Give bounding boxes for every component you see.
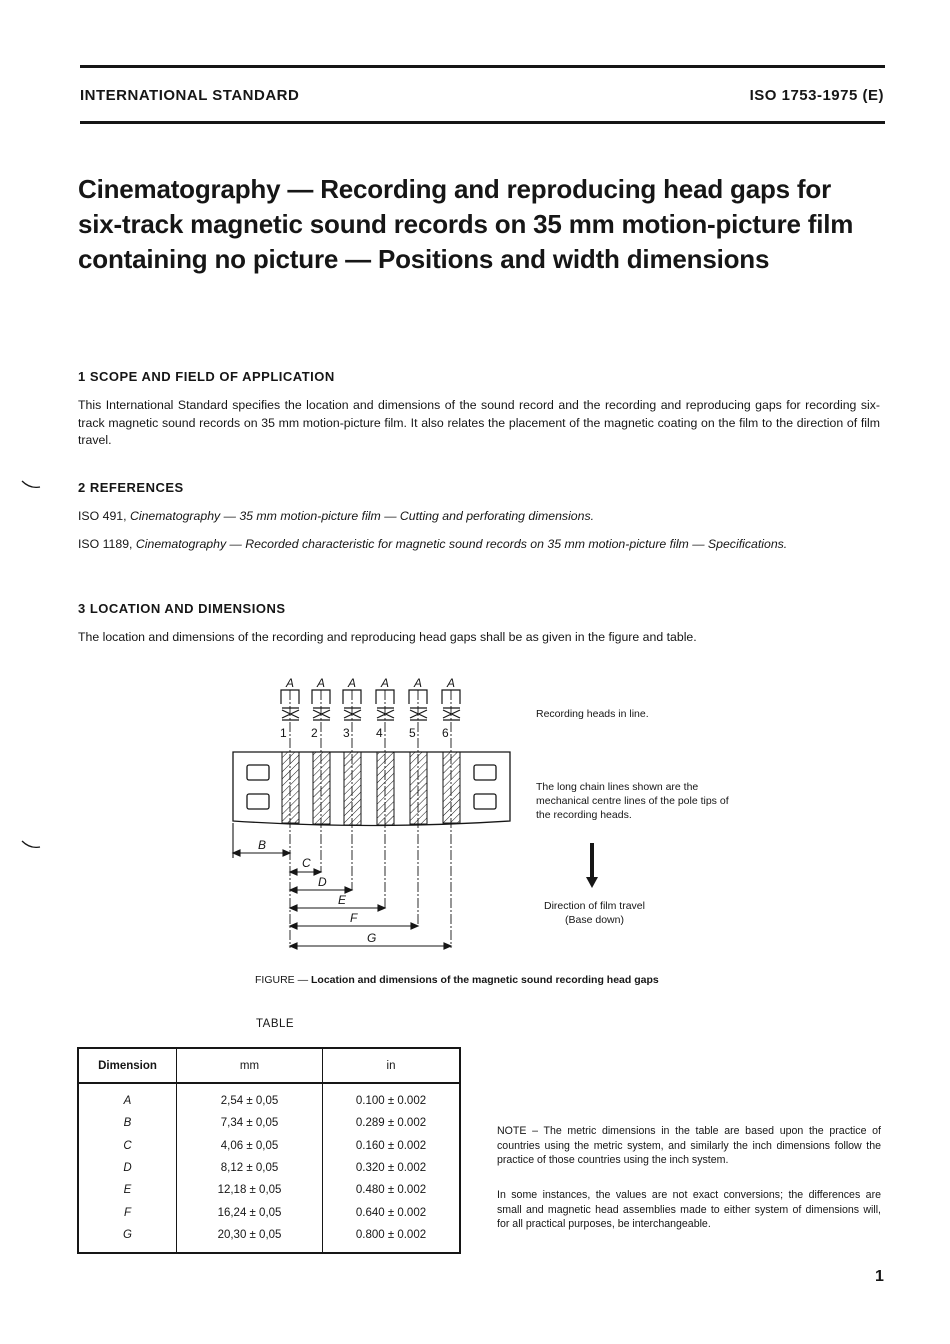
dimension-label-d: D bbox=[318, 875, 327, 889]
cell-mm: 16,24 ± 0,05 bbox=[177, 1201, 323, 1223]
dimension-label-f: F bbox=[350, 911, 358, 925]
head-label-5: A bbox=[414, 676, 423, 690]
track-number-2: 2 bbox=[311, 726, 318, 740]
cell-in: 0.100 ± 0.002 bbox=[355, 1095, 427, 1108]
cell-in: 0.160 ± 0.002 bbox=[355, 1139, 427, 1152]
note-paragraph-2: In some instances, the values are not exact conversions; the differences are small and magnetic head assemblies made to either system of dimensions will, for all practical purposes, be interchangeable. bbox=[497, 1189, 881, 1231]
track-numbers bbox=[280, 726, 449, 740]
track-number-6: 6 bbox=[442, 726, 449, 740]
track-number-4: 4 bbox=[376, 726, 383, 740]
section-3-text: The location and dimensions of the recording and reproducing head gaps shall be as given in the figure and table. bbox=[78, 630, 697, 644]
film-strip bbox=[233, 752, 510, 826]
track-number-3: 3 bbox=[343, 726, 350, 740]
cell-mm: 2,54 ± 0,05 bbox=[177, 1083, 323, 1112]
cell-dimension: E bbox=[78, 1179, 177, 1201]
cell-in: 0.320 ± 0.002 bbox=[355, 1162, 427, 1175]
header-left: INTERNATIONAL STANDARD bbox=[80, 87, 300, 104]
cell-mm: 20,30 ± 0,05 bbox=[177, 1224, 323, 1253]
direction-of-travel-label bbox=[522, 899, 667, 927]
cell-dimension: D bbox=[78, 1157, 177, 1179]
head-label-4: A bbox=[381, 676, 390, 690]
page-number: 1 bbox=[875, 1268, 884, 1285]
direction-line-1: Direction of film travel bbox=[544, 900, 645, 912]
document-title: Cinematography — Recording and reproducing head gaps for six-track magnetic sound records on 35 mm motion-picture film containing no picture — Positions and width dimensions bbox=[78, 174, 854, 274]
reference-2-title: Cinematography — Recorded characteristic for magnetic sound records on 35 mm motion-picture film — Specifications. bbox=[135, 537, 788, 551]
cell-dimension: G bbox=[78, 1224, 177, 1253]
track-number-1: 1 bbox=[280, 726, 287, 740]
reference-1-title: Cinematography — 35 mm motion-picture film — Cutting and perforating dimensions. bbox=[129, 509, 595, 523]
head-label-3: A bbox=[348, 676, 357, 690]
film-direction-arrow bbox=[586, 843, 598, 888]
head-label-1: A bbox=[286, 676, 295, 690]
cell-mm: 8,12 ± 0,05 bbox=[177, 1157, 323, 1179]
figure-caption-prefix: FIGURE — bbox=[255, 974, 309, 986]
table-row bbox=[78, 1112, 460, 1134]
reference-2-number: ISO 1189, bbox=[78, 537, 133, 551]
recording-heads bbox=[281, 690, 460, 720]
dimension-label-c: C bbox=[302, 856, 311, 870]
cell-dimension: B bbox=[78, 1112, 177, 1134]
cell-dimension: A bbox=[78, 1083, 177, 1112]
table-header-row bbox=[78, 1048, 460, 1083]
cell-dimension: F bbox=[78, 1201, 177, 1223]
head-width-labels bbox=[285, 676, 455, 690]
note-paragraph-1: NOTE – The metric dimensions in the table are based upon the practice of countries using the metric system, and similarly the inch dimensions follow the practice of those countries using the inch system. bbox=[497, 1125, 881, 1167]
track-number-5: 5 bbox=[409, 726, 416, 740]
cell-in: 0.289 ± 0.002 bbox=[355, 1117, 427, 1130]
table-row bbox=[78, 1201, 460, 1223]
section-1-heading: 1 SCOPE AND FIELD OF APPLICATION bbox=[78, 369, 335, 384]
dimension-letters bbox=[258, 838, 376, 945]
section-1-text: This International Standard specifies the location and dimensions of the sound record and the recording and reproducing gaps for recording six-track magnetic sound records on 35 mm motion-picture film. It also relates the placement of the magnetic coating on the film to the direction of film travel. bbox=[78, 398, 880, 447]
table-row bbox=[78, 1083, 460, 1112]
figure-caption-text: Location and dimensions of the magnetic sound recording head gaps bbox=[311, 974, 659, 986]
cell-mm: 4,06 ± 0,05 bbox=[177, 1135, 323, 1157]
section-2-heading: 2 REFERENCES bbox=[78, 480, 184, 495]
dimensions-table bbox=[77, 1047, 461, 1254]
cell-in: 0.640 ± 0.002 bbox=[355, 1206, 427, 1219]
cell-mm: 7,34 ± 0,05 bbox=[177, 1112, 323, 1134]
note-recording-heads: Recording heads in line. bbox=[536, 708, 649, 720]
column-header-mm: mm bbox=[177, 1048, 323, 1083]
table-row bbox=[78, 1135, 460, 1157]
head-label-2: A bbox=[317, 676, 326, 690]
table-label: TABLE bbox=[256, 1018, 295, 1030]
head-label-6: A bbox=[447, 676, 456, 690]
cell-in: 0.480 ± 0.002 bbox=[355, 1184, 427, 1197]
table-row bbox=[78, 1179, 460, 1201]
note-chain-lines: The long chain lines shown are the mechanical centre lines of the pole tips of the recording heads. bbox=[536, 781, 729, 821]
column-header-dimension: Dimension bbox=[78, 1048, 177, 1083]
dimension-label-b: B bbox=[258, 838, 267, 852]
table-row bbox=[78, 1157, 460, 1179]
table-row bbox=[78, 1224, 460, 1253]
cell-in: 0.800 ± 0.002 bbox=[355, 1228, 427, 1241]
dimension-label-e: E bbox=[338, 893, 347, 907]
reference-1-number: ISO 491, bbox=[78, 509, 127, 523]
section-3-heading: 3 LOCATION AND DIMENSIONS bbox=[78, 601, 286, 616]
figure-caption bbox=[255, 974, 659, 986]
header-right: ISO 1753-1975 (E) bbox=[749, 87, 884, 104]
cell-mm: 12,18 ± 0,05 bbox=[177, 1179, 323, 1201]
dimension-label-g: G bbox=[367, 931, 377, 945]
cell-dimension: C bbox=[78, 1135, 177, 1157]
direction-line-2: (Base down) bbox=[565, 914, 624, 926]
column-header-in: in bbox=[323, 1048, 461, 1083]
